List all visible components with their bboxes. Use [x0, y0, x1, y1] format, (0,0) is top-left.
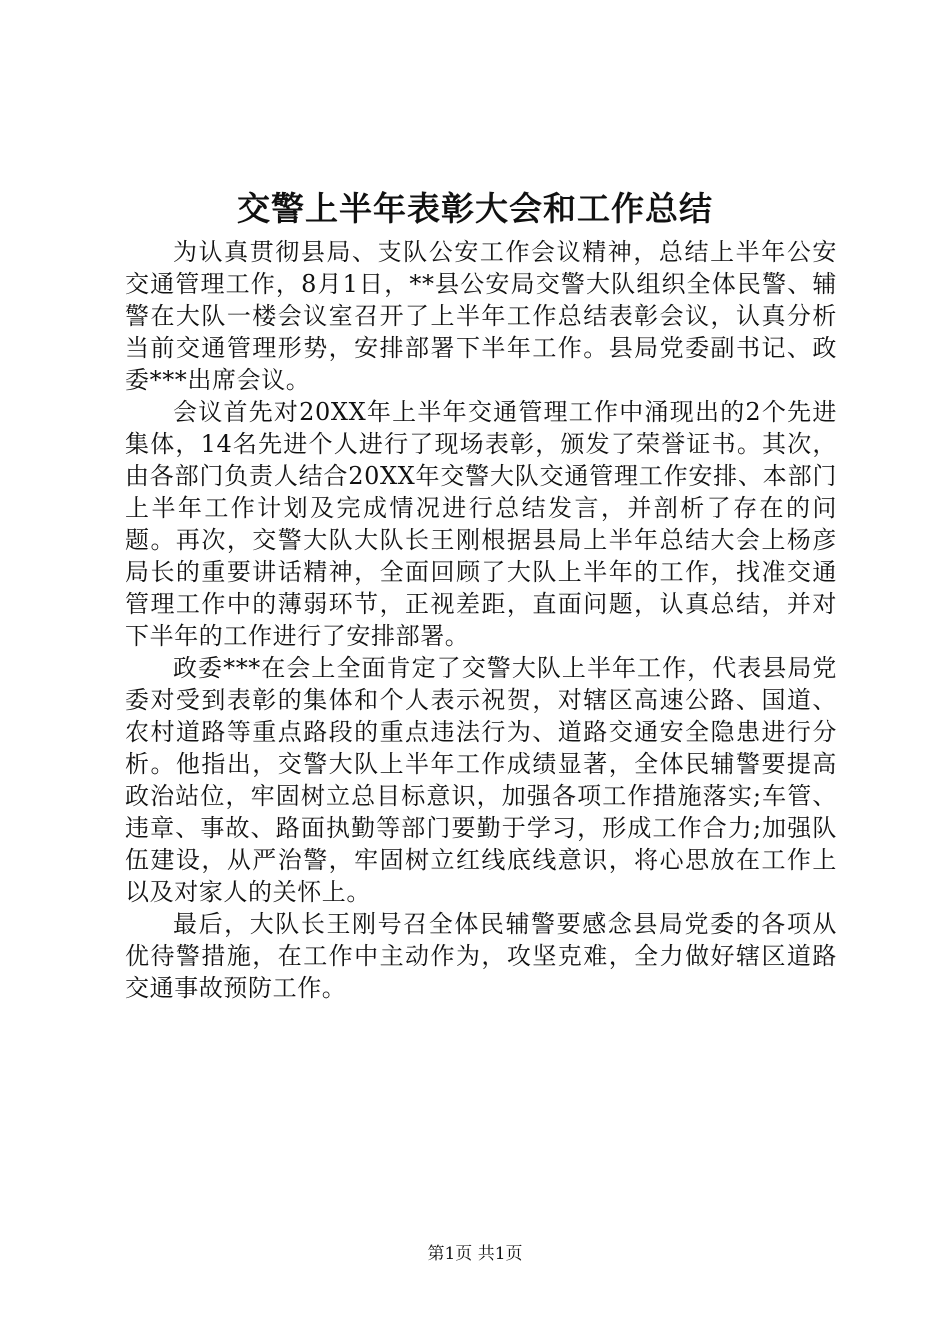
- document-body: [125, 236, 837, 1004]
- paragraph-1: 为认真贯彻县局、支队公安工作会议精神，总结上半年公安交通管理工作，8月1日，**县公安局交警大队组织全体民警、辅警在大队一楼会议室召开了上半年工作总结表彰会议，认真分析当前交通管理形势，安排部署下半年工作。县局党委副书记、政委***出席会议。: [125, 238, 837, 394]
- page-number: 第1页: [427, 1244, 473, 1264]
- document-title: 交警上半年表彰大会和工作总结: [237, 189, 713, 228]
- page-footer: [0, 1242, 950, 1266]
- paragraph-2: 会议首先对20XX年上半年交通管理工作中涌现出的2个先进集体，14名先进个人进行了现场表彰，颁发了荣誉证书。其次，由各部门负责人结合20XX年交警大队交通管理工作安排、本部门上半年工作计划及完成情况进行总结发言，并剖析了存在的问题。再次，交警大队大队长王刚根据县局上半年总结大会上杨彦局长的重要讲话精神，全面回顾了大队上半年的工作，找准交通管理工作中的薄弱环节，正视差距，直面问题，认真总结，并对下半年的工作进行了安排部署。: [125, 398, 837, 650]
- page-total: 共1页: [477, 1244, 523, 1264]
- paragraph-3: 政委***在会上全面肯定了交警大队上半年工作，代表县局党委对受到表彰的集体和个人表示祝贺，对辖区高速公路、国道、农村道路等重点路段的重点违法行为、道路交通安全隐患进行分析。他指出，交警大队上半年工作成绩显著，全体民辅警要提高政治站位，牢固树立总目标意识，加强各项工作措施落实;车管、违章、事故、路面执勤等部门要勤于学习，形成工作合力;加强队伍建设，从严治警，牢固树立红线底线意识，将心思放在工作上以及对家人的关怀上。: [125, 654, 837, 906]
- paragraph-4: 最后，大队长王刚号召全体民辅警要感念县局党委的各项从优待警措施，在工作中主动作为，攻坚克难，全力做好辖区道路交通事故预防工作。: [125, 910, 837, 1002]
